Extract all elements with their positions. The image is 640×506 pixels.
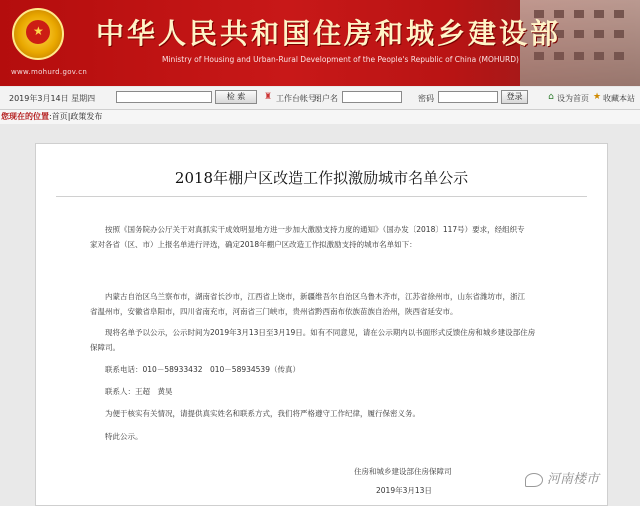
closing-remark: 特此公示。 [105, 432, 143, 441]
site-url: www.mohurd.gov.cn [11, 68, 88, 76]
set-homepage-link[interactable]: 设为首页 [557, 94, 589, 103]
breadcrumb-label: 您现在的位置 [1, 112, 49, 121]
search-button[interactable]: 检 索 [215, 90, 257, 104]
site-title-english: Ministry of Housing and Urban-Rural Development of the People's Republic of China (MOHURD) [162, 55, 519, 64]
password-input[interactable] [438, 91, 498, 103]
star-icon: ★ [592, 92, 602, 102]
top-toolbar [0, 87, 640, 110]
paragraph-publicity: 现将名单予以公示，公示时间为2019年3月13日至3月19日。如有不同意见，请在公示期内以书面形式反馈住房和城乡建设部住房 保障司。 [90, 328, 536, 353]
issue-date: 2019年3月13日 [376, 486, 432, 495]
password-label: 密码 [418, 94, 434, 103]
notice-document [35, 143, 608, 506]
workbench-label: 工作台帐号: [276, 94, 319, 103]
user-icon: ♜ [263, 92, 273, 102]
title-divider [56, 196, 587, 197]
confidentiality-note: 为便于核实有关情况，请提供真实姓名和联系方式，我们将严格遵守工作纪律，履行保密义务。 [105, 409, 420, 418]
issuer-signature: 住房和城乡建设部住房保障司 [354, 467, 452, 476]
site-title: 中华人民共和国住房和城乡建设部 [96, 17, 562, 50]
paragraph-city-list: 内蒙古自治区乌兰察布市，湖南省长沙市，江西省上饶市，新疆维吾尔自治区乌鲁木齐市，江苏省徐州市，山东省潍坊市，浙江 省温州市，安徽省阜阳市，四川省南充市，河南省三门峡市，贵州省黔西南布依族苗族自治州，陕西省延安市。 [90, 292, 525, 317]
site-banner [0, 0, 640, 86]
username-label: 用户名 [314, 94, 338, 103]
chat-bubble-icon [525, 473, 543, 487]
contact-phone: 联系电话：010－58933432 010－58934539（传真） [105, 365, 300, 374]
watermark: 河南楼市 [525, 468, 599, 487]
breadcrumb-path[interactable]: :首页|政策发布 [49, 112, 103, 121]
login-button[interactable]: 登录 [501, 90, 528, 104]
breadcrumb [0, 110, 640, 124]
paragraph-basis: 按照《国务院办公厅关于对真抓实干成效明显地方进一步加大激励支持力度的通知》（国办发〔2018〕117号）要求，经组织专 家对各省（区、市）上报名单进行评选，确定2018年棚户区改造工作拟激励支持的城市名单如下： [90, 225, 525, 250]
current-date: 2019年3月14日 星期四 [9, 94, 96, 103]
contact-people: 联系人：王超 黄昊 [105, 387, 173, 396]
add-favorite-link[interactable]: 收藏本站 [603, 94, 635, 103]
home-icon: ⌂ [548, 92, 554, 102]
national-emblem-icon: ★ [12, 8, 64, 60]
document-title: 2018年棚户区改造工作拟激励城市名单公示 [174, 169, 469, 187]
username-input[interactable] [342, 91, 402, 103]
search-input[interactable] [116, 91, 212, 103]
